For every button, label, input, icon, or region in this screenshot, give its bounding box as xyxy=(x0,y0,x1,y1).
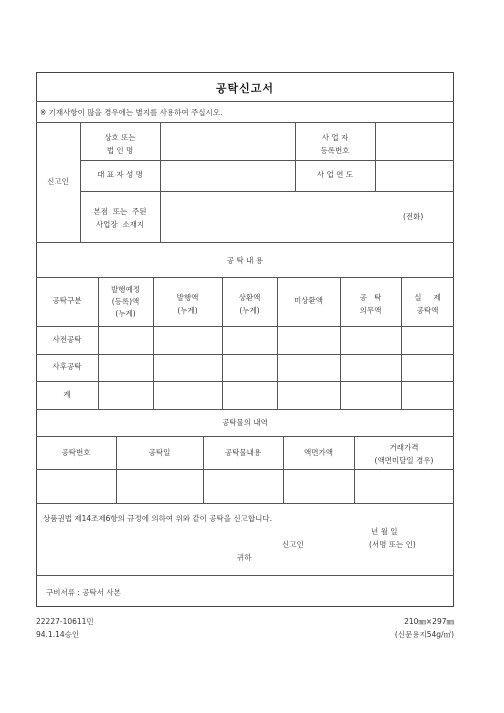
company-name-label: 상호 또는 법 인 명 xyxy=(104,133,136,155)
row-label-total: 계 xyxy=(63,390,71,399)
applicant-label: 신고인 xyxy=(47,177,69,186)
divider xyxy=(36,242,454,243)
date-line: 년 월 일 xyxy=(371,527,398,536)
form-title: 공탁신고서 xyxy=(215,82,275,95)
deposit-header-planned: 발행예정 (등록)액 (누계) xyxy=(111,285,140,318)
deposit-header-issued: 발행액 (누계) xyxy=(176,293,199,315)
divider xyxy=(80,191,454,192)
addressee-label: 귀하 xyxy=(237,553,252,562)
deposit-header-required: 공 탁 의무액 xyxy=(359,293,382,315)
goods-header-number: 공탁번호 xyxy=(61,448,91,457)
instruction-note: ※ 기재사항이 많을 경우에는 별지를 사용하여 주십시오. xyxy=(40,108,223,117)
divider xyxy=(375,122,376,191)
row-label-post-deposit: 사후공탁 xyxy=(52,362,82,371)
divider xyxy=(36,409,454,410)
attachments-note: 구비서류 : 공탁서 사본 xyxy=(46,588,121,597)
deposit-header-type: 공탁구분 xyxy=(52,296,82,305)
signature-seal-label: (서명 또는 인) xyxy=(369,540,416,549)
divider xyxy=(36,503,454,504)
declarant-label: 신고인 xyxy=(282,540,304,549)
address-label: 본점 또는 주된 사업장 소재지 xyxy=(93,207,147,229)
goods-section-title: 공탁물의 내역 xyxy=(222,418,268,427)
row-label-pre-deposit: 사전공탁 xyxy=(52,335,82,344)
goods-header-trade-price: 거래가격 (액면미달일 경우) xyxy=(374,443,434,465)
divider xyxy=(36,469,454,470)
divider xyxy=(116,436,117,503)
deposit-header-redeemed: 상환액 (누계) xyxy=(238,293,261,315)
divider xyxy=(283,436,284,503)
goods-header-face-value: 액면가액 xyxy=(304,448,333,457)
declaration-statement: 상품권법 제14조제6항의 규정에 의하여 위와 같이 공탁을 신고합니다. xyxy=(43,514,273,523)
phone-label: (전화) xyxy=(403,212,424,221)
representative-label: 대 표 자 성 명 xyxy=(97,170,143,179)
approval-date: 94.1.14승인 xyxy=(36,630,80,639)
paper-type: (신문용지54g/㎡) xyxy=(394,630,454,639)
divider xyxy=(36,122,454,123)
divider xyxy=(36,575,454,576)
business-reg-label: 사 업 자 등록번호 xyxy=(320,133,350,155)
divider xyxy=(36,436,454,437)
goods-header-content: 공탁물내용 xyxy=(224,448,262,457)
divider xyxy=(80,160,454,161)
divider xyxy=(203,436,204,503)
paper-size: 210㎜×297㎜ xyxy=(404,617,454,626)
goods-header-date: 공탁일 xyxy=(148,448,171,457)
form-number: 22227-10611민 xyxy=(36,617,94,626)
deposit-header-actual: 실 제 공탁액 xyxy=(414,293,441,315)
deposit-header-outstanding: 미상환액 xyxy=(294,296,323,305)
business-year-label: 사 업 연 도 xyxy=(316,170,354,179)
deposit-section-title: 공 탁 내 용 xyxy=(226,256,264,265)
divider xyxy=(36,101,454,102)
divider xyxy=(160,122,161,242)
